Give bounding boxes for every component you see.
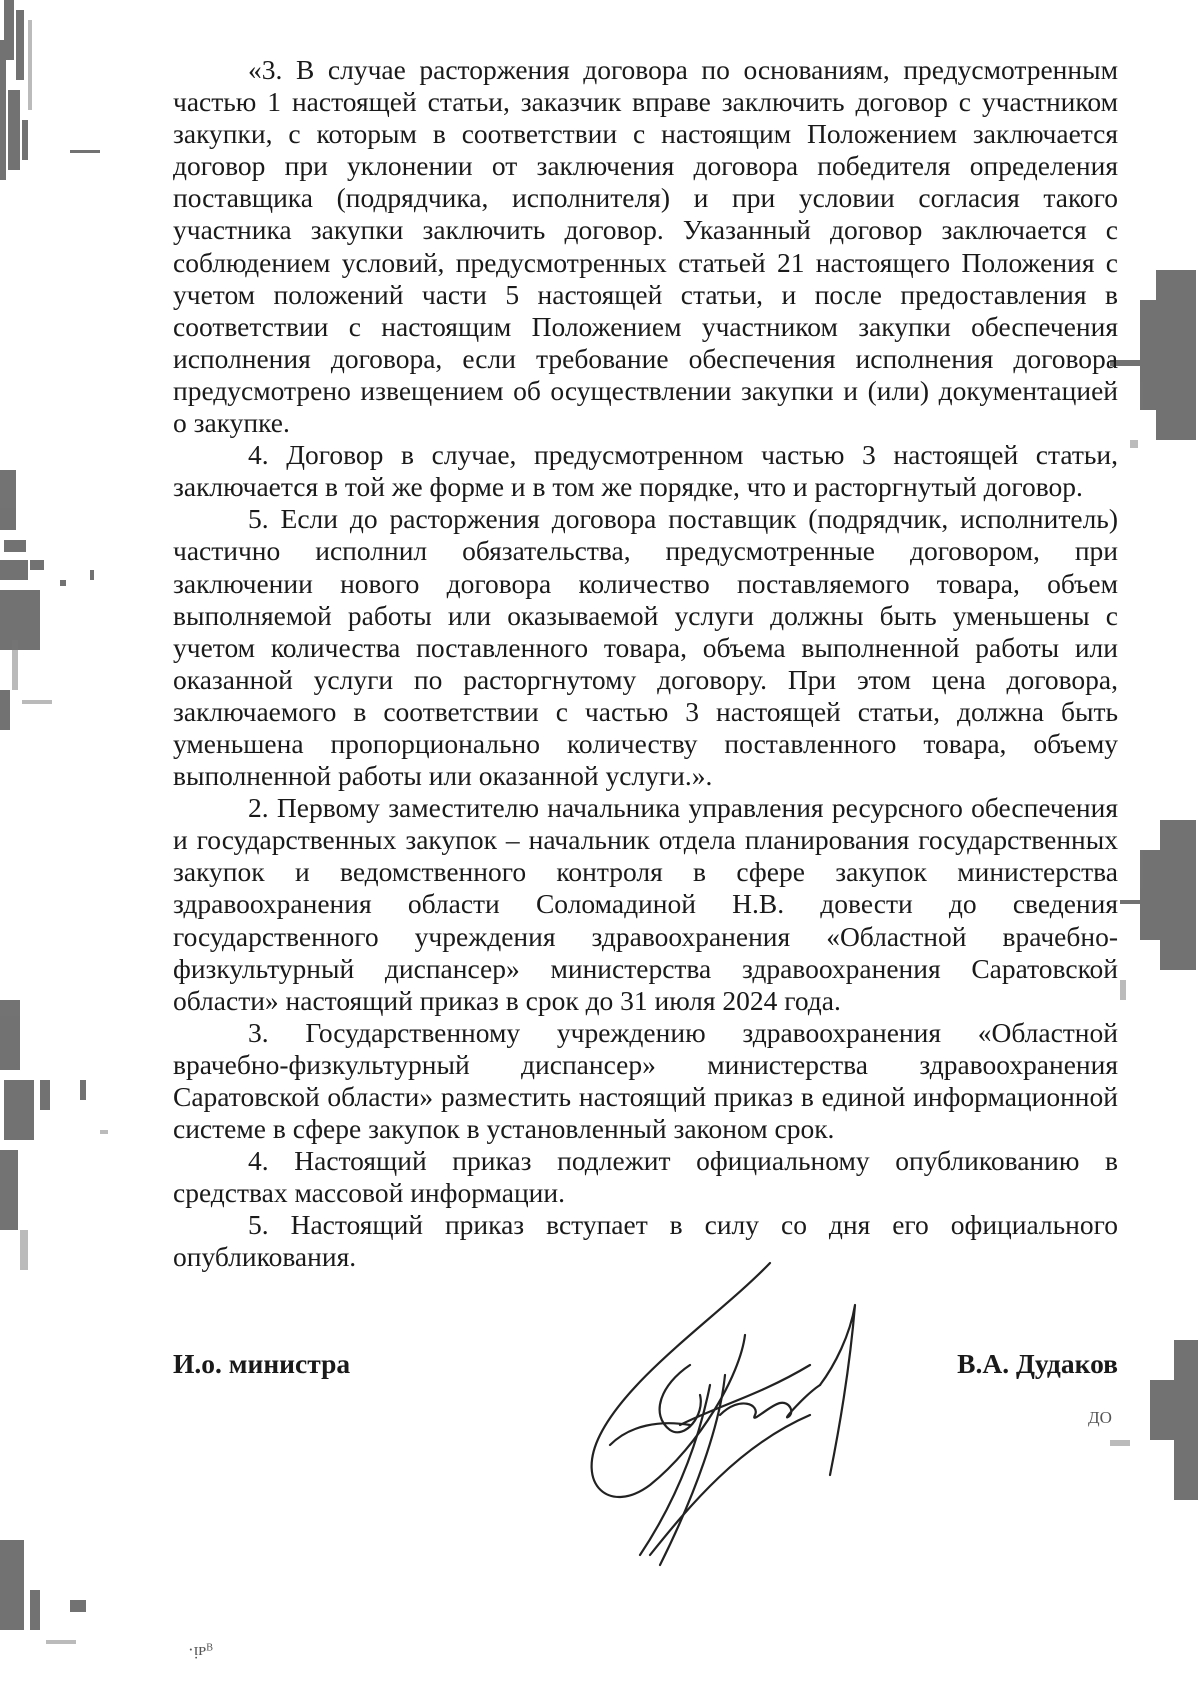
signatory-position: И.о. министра (173, 1348, 351, 1379)
paragraph: «3. В случае расторжения договора по основаниям, предусмотренным частью 1 настоящей статьи, заказчик вправе заключить договор с участником закупки, с которым в соответствии с настоящим Положением заключается договор при уклонении от заключения договора победителя определения поставщика (подрядчика, исполнителя) и при условии согласия такого участника закупки заключить договор. Указанный договор заключается с соблюдением условий, предусмотренных статьей 21 настоящего Положения с учетом положений части 5 настоящей статьи, и после предоставления в соответствии с настоящим Положением участником закупки обеспечения исполнения договора, если требование обеспечения исполнения договора предусмотрено извещением об осуществлении закупки и (или) документацией о закупке. (173, 54, 1118, 439)
paragraph: 4. Договор в случае, предусмотренном частью 3 настоящей статьи, заключается в той же форме и в том же порядке, что и расторгнутый договор. (173, 439, 1118, 503)
scan-noise-left (0, 0, 130, 1696)
bottom-margin-marks: ·ᴉᴘᴮ (188, 1640, 213, 1659)
margin-stamp-fragment: ДО (1088, 1408, 1112, 1427)
paragraph: 5. Если до расторжения договора поставщик (подрядчик, исполнитель) частично исполнил обязательства, предусмотренные договором, при заключении нового договора количество поставляемого товара, объем выполняемой работы или оказываемой услуги должны быть уменьшены с учетом количества поставленного товара, объема выполненной работы или оказанной услуги по расторгнутому договору. При этом цена договора, заключаемого в соответствии с частью 3 настоящей статьи, должна быть уменьшена пропорционально количеству поставленного товара, объему выполненной работы или оказанной услуги.». (173, 503, 1118, 792)
document-body (173, 54, 1118, 1274)
handwritten-signature (570, 1255, 890, 1575)
paragraph: 4. Настоящий приказ подлежит официальному опубликованию в средствах массовой информации. (173, 1145, 1118, 1209)
paragraph: 2. Первому заместителю начальника управления ресурсного обеспечения и государственных закупок – начальник отдела планирования государственных закупок и ведомственного контроля в сфере закупок министерства здравоохранения области Соломадиной Н.В. довести до сведения государственного учреждения здравоохранения «Областной врачебно-физкультурный диспансер» министерства здравоохранения Саратовской области» настоящий приказ в срок до 31 июля 2024 года. (173, 792, 1118, 1016)
signatory-name: В.А. Дудаков (957, 1348, 1118, 1379)
scan-noise-right (1110, 0, 1200, 1696)
paragraph: 5. Настоящий приказ вступает в силу со дня его официального опубликования. (173, 1209, 1118, 1273)
paragraph: 3. Государственному учреждению здравоохранения «Областной врачебно-физкультурный диспансер» министерства здравоохранения Саратовской области» разместить настоящий приказ в единой информационной системе в сфере закупок в установленный законом срок. (173, 1016, 1118, 1145)
